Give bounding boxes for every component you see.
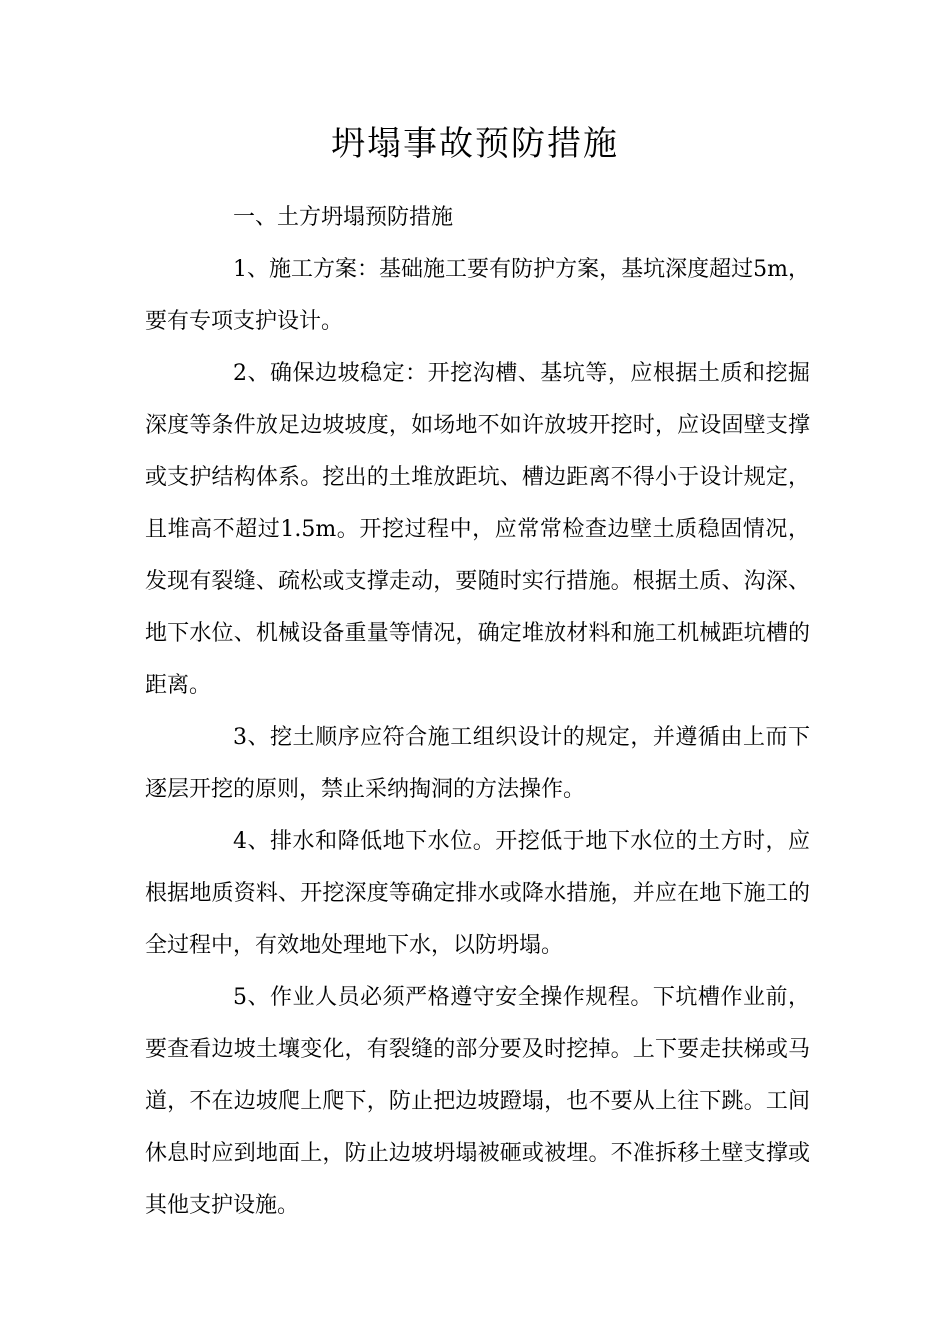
paragraph-1: 1、施工方案：基础施工要有防护方案，基坑深度超过5m，要有专项支护设计。 <box>145 257 810 334</box>
paragraph-4: 4、排水和降低地下水位。开挖低于地下水位的土方时，应根据地质资料、开挖深度等确定排水或降水措施，并应在地下施工的全过程中，有效地处理地下水，以防坍塌。 <box>145 829 810 958</box>
section-heading: 一、土方坍塌预防措施 <box>233 205 454 230</box>
paragraph-2: 2、确保边坡稳定：开挖沟槽、基坑等，应根据土质和挖掘深度等条件放足边坡坡度，如场地不如许放坡开挖时，应设固壁支撑或支护结构体系。挖出的土堆放距坑、槽边距离不得小于设计规定，且堆高不超过1.5m。开挖过程中，应常常检查边壁土质稳固情况，发现有裂缝、疏松或支撑走动，要随时实行措施。根据土质、沟深、地下水位、机械设备重量等情况，确定堆放材料和施工机械距坑槽的距离。 <box>145 361 810 698</box>
paragraph-5: 5、作业人员必须严格遵守安全操作规程。下坑槽作业前，要查看边坡土壤变化，有裂缝的部分要及时挖掉。上下要走扶梯或马道，不在边坡爬上爬下，防止把边坡蹬塌，也不要从上往下跳。工间休息时应到地面上，防止边坡坍塌被砸或被埋。不准拆移土壁支撑或其他支护设施。 <box>145 985 810 1218</box>
document-body <box>145 192 810 1232</box>
document-title: 坍塌事故预防措施 <box>331 124 619 164</box>
paragraph-3: 3、挖土顺序应符合施工组织设计的规定，并遵循由上而下逐层开挖的原则，禁止采纳掏洞的方法操作。 <box>145 725 810 802</box>
